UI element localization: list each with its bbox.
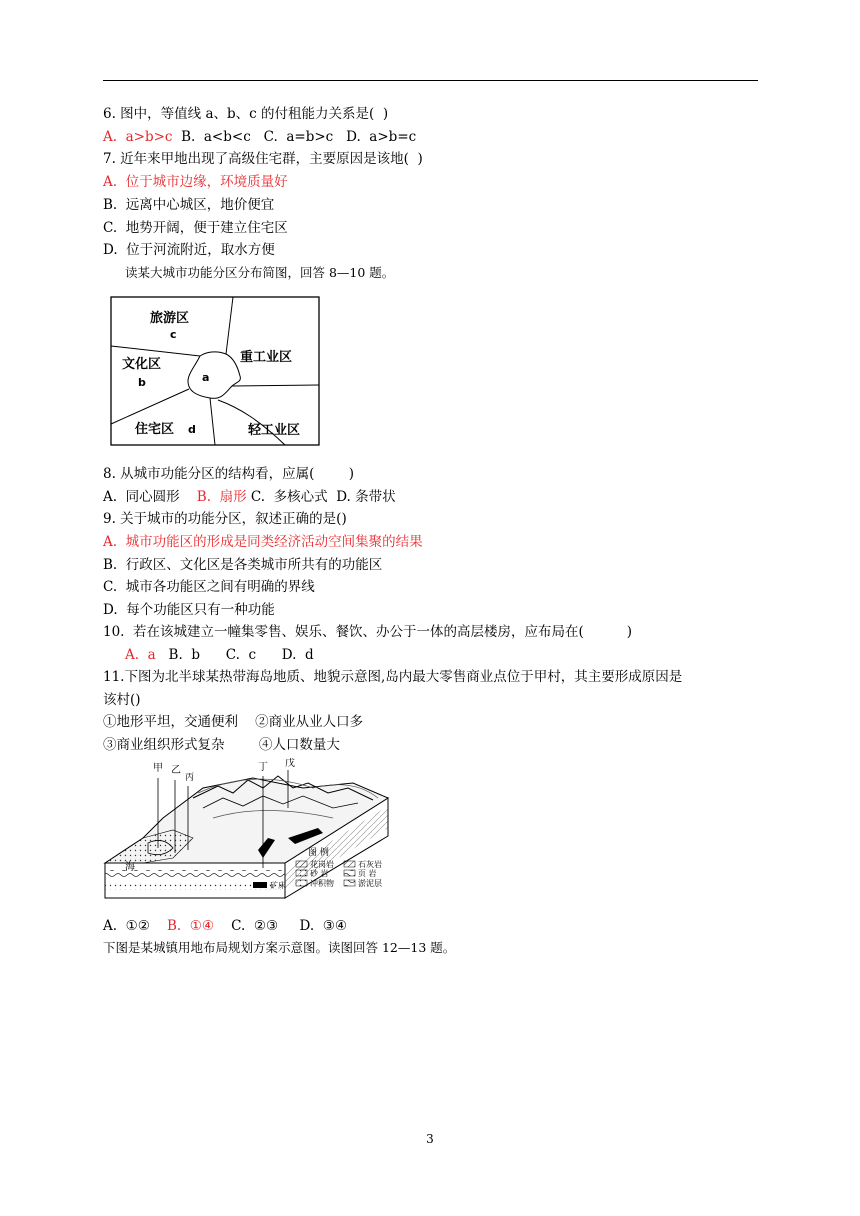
q9-stem: 9. 关于城市的功能分区，叙述正确的是(): [103, 511, 347, 527]
village-yi-label: 乙: [171, 765, 181, 776]
q11-stem-line2: 该村(): [103, 692, 141, 708]
q6-answer-a: A. a>b>c: [103, 129, 173, 145]
q9-option-c: C. 城市各功能区之间有明确的界线: [103, 579, 315, 595]
q7-stem: 7. 近年来甲地出现了高级住宅群，主要原因是该地( ): [103, 151, 423, 167]
village-jia-label: 甲: [153, 763, 163, 774]
legend-title: 图 例: [308, 848, 329, 858]
page-number: 3: [426, 1132, 434, 1146]
legend-limestone: 石灰岩: [358, 860, 382, 869]
q8-options-rest: C. 多核心式 D. 条带状: [246, 489, 396, 505]
q11-choice-line2: ③商业组织形式复杂 ④人口数量大: [103, 737, 340, 753]
zone-residence-label: 住宅区: [135, 422, 175, 437]
village-bing-label: 丙: [185, 773, 195, 783]
q11-choice-line1: ①地形平坦，交通便利 ②商业从业人口多: [103, 714, 364, 730]
legend-sandstone: 砂 岩: [310, 869, 329, 878]
q7-option-c: C. 地势开阔，便于建立住宅区: [103, 220, 288, 236]
legend-alluvium: 冲积物: [310, 879, 334, 888]
legend-ore: 矿床: [270, 881, 286, 890]
q11-answer-b: B. ①④: [167, 918, 214, 934]
q11-options-rest: C. ②③ D. ③④: [214, 918, 347, 934]
q8-options: [103, 488, 396, 506]
zone-tourism-label: 旅游区: [150, 311, 190, 326]
header-rule: [103, 80, 758, 81]
q6-stem: 6. 图中，等值线 a、b、c 的付租能力关系是( ): [103, 106, 389, 122]
legend-granite: 花岗岩: [310, 860, 334, 869]
q11-stem-line1: 11.下图为北半球某热带海岛地质、地貌示意图,岛内最大零售商业点位于甲村，其主要形成原因是: [103, 669, 683, 685]
legend-shale: 页 岩: [358, 869, 377, 878]
q7-answer-a: A. 位于城市边缘，环境质量好: [103, 174, 288, 190]
intro-q12-13: 下图是某城镇用地布局规划方案示意图。读图回答 12—13 题。: [103, 940, 456, 955]
q11-option-a: A. ①②: [103, 918, 167, 934]
q10-options: [125, 646, 314, 664]
q6-options: [103, 128, 416, 146]
zone-c-letter: c: [170, 328, 177, 341]
q8-answer-b: B. 扇形: [196, 489, 247, 505]
q8-option-a: A. 同心圆形: [103, 489, 197, 505]
island-geology-diagram: [103, 758, 393, 913]
legend-sediment: 淤泥层: [358, 879, 382, 888]
q7-option-b: B. 远离中心城区，地价便宜: [103, 197, 275, 213]
intro-q8-10: 读某大城市功能分区分布简图，回答 8—10 题。: [125, 265, 395, 280]
q10-answer-a: A. a: [125, 647, 156, 663]
zone-b-letter: b: [138, 376, 146, 389]
zone-culture-label: 文化区: [122, 357, 162, 372]
q10-options-rest: B. b C. c D. d: [155, 647, 314, 663]
q9-answer-a: A. 城市功能区的形成是同类经济活动空间集聚的结果: [103, 534, 423, 550]
q11-options: [103, 917, 347, 935]
sea-label: 海: [125, 862, 135, 873]
city-zone-diagram: [110, 296, 320, 446]
zone-a-letter: a: [202, 371, 210, 384]
q10-stem: 10. 若在该城建立一幢集零售、娱乐、餐饮、办公于一体的高层楼房，应布局在( ): [103, 624, 632, 640]
point-ding-label: 丁: [258, 762, 268, 773]
zone-d-letter: d: [188, 423, 196, 436]
q9-option-b: B. 行政区、文化区是各类城市所共有的功能区: [103, 557, 383, 573]
zone-heavy-industry-label: 重工业区: [240, 350, 293, 365]
q6-options-rest: B. a<b<c C. a=b>c D. a>b=c: [172, 129, 417, 145]
zone-light-industry-label: 轻工业区: [248, 423, 301, 438]
point-wu-label: 戊: [285, 758, 295, 769]
q8-stem: 8. 从城市功能分区的结构看，应属( ): [103, 466, 355, 482]
q9-option-d: D. 每个功能区只有一种功能: [103, 602, 275, 618]
q7-option-d: D. 位于河流附近，取水方便: [103, 242, 275, 258]
